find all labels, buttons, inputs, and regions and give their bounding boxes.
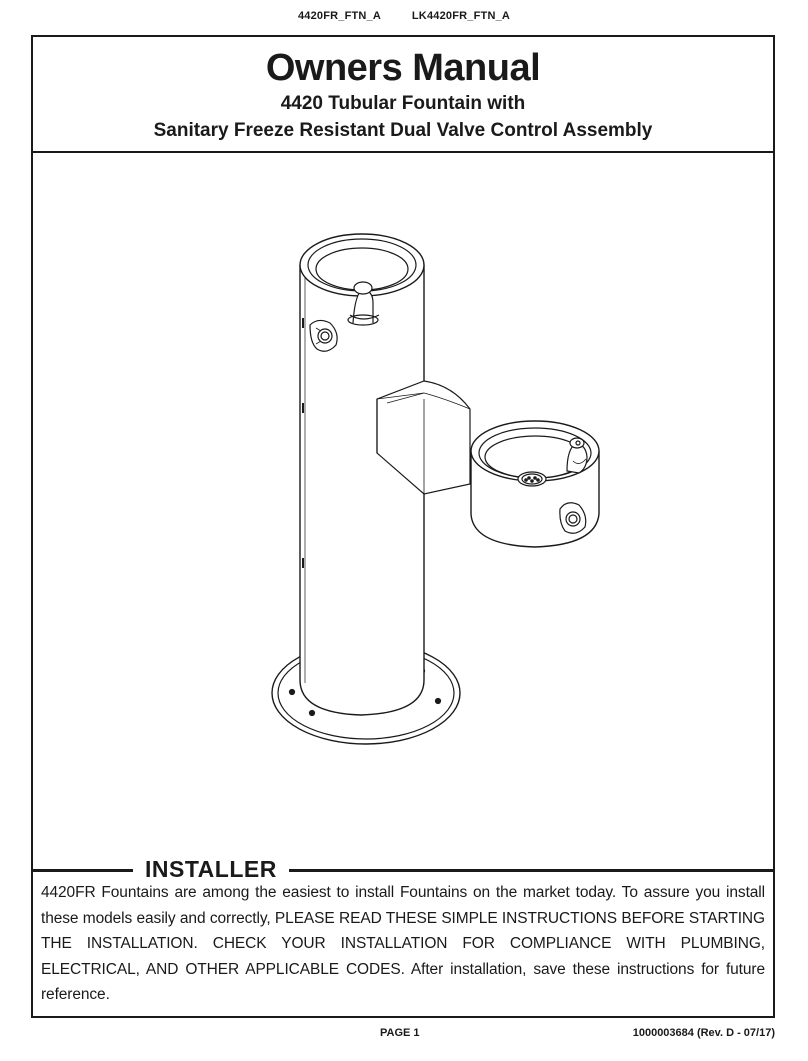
installer-instructions: 4420FR Fountains are among the easiest to install Fountains on the market today. To assure you install these models easily and correctly, PLEASE READ THESE SIMPLE INSTRUCTIONS BEFORE STARTING THE INSTALLATION. CHECK YOUR INSTALLATION FOR COMPLIANCE WITH PLUMBING, ELECTRICAL, AND OTHER APPLICABLE CODES. After installation, save these instructions for future reference. — [41, 884, 765, 1003]
fountain-drawing — [33, 153, 772, 853]
model-code-1: 4420FR_FTN_A — [297, 10, 381, 22]
page-number: PAGE 1 — [380, 1027, 420, 1039]
subtitle-line-1: 4420 Tubular Fountain with — [280, 93, 526, 114]
document-number: 1000003684 (Rev. D - 07/17) — [632, 1027, 775, 1039]
subtitle-line-2: Sanitary Freeze Resistant Dual Valve Control Assembly — [153, 120, 653, 141]
page-frame — [31, 35, 775, 1018]
title-block — [33, 37, 773, 153]
fountain-illustration — [33, 153, 773, 853]
installer-heading: INSTALLER — [133, 855, 289, 883]
model-code-2: LK4420FR_FTN_A — [411, 10, 511, 22]
model-codes — [0, 10, 808, 22]
page-title: Owners Manual — [265, 47, 541, 89]
